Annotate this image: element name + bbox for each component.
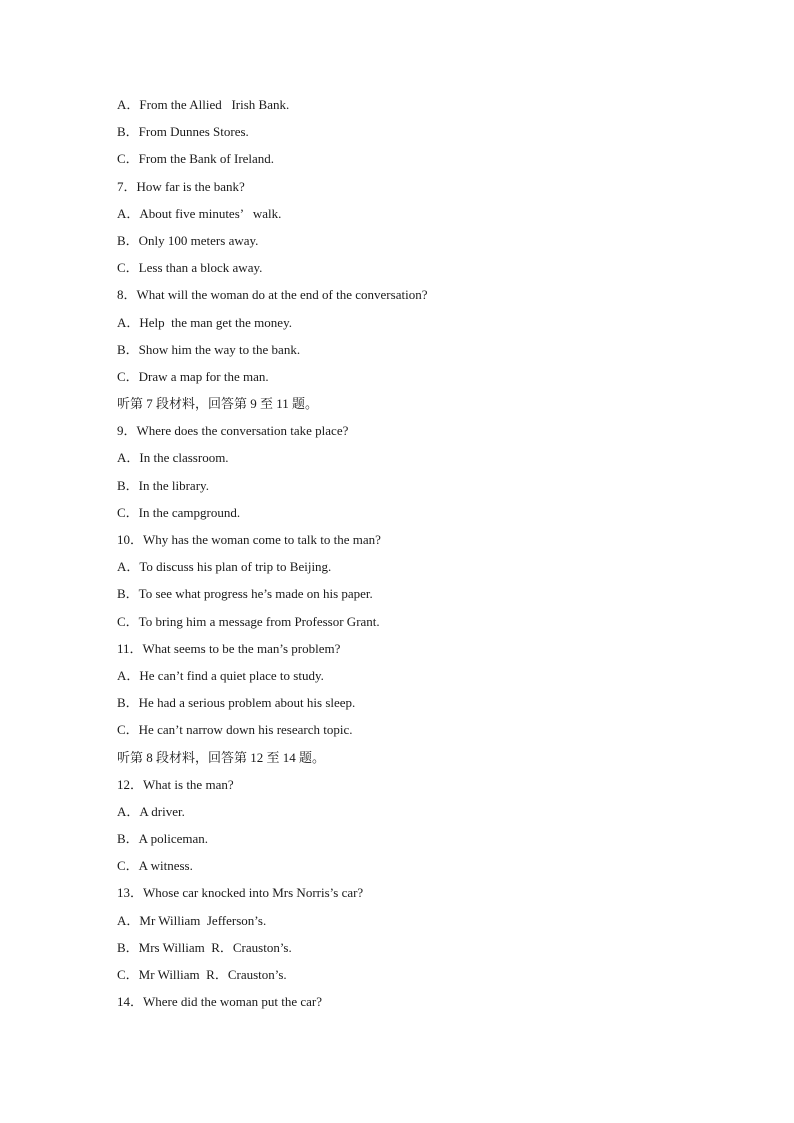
answer-option-10c: C．To bring him a message from Professor Grant.	[117, 613, 380, 629]
answer-option-8b: B．Show him the way to the bank.	[117, 341, 301, 357]
answer-option-12a: A．A driver.	[117, 803, 185, 819]
question-12: 12．What is the man?	[117, 776, 234, 792]
question-8: 8．What will the woman do at the end of the conversation?	[117, 287, 428, 303]
question-list	[117, 91, 757, 1015]
answer-option-13b: B．Mrs William R．Crauston’s.	[117, 939, 292, 955]
answer-option-9c: C．In the campground.	[117, 504, 241, 520]
section-heading-7: 听第 7 段材料，回答第 9 至 11 题。	[117, 396, 319, 412]
answer-option-7b: B．Only 100 meters away.	[117, 232, 259, 248]
answer-option-9a: A．In the classroom.	[117, 450, 229, 466]
answer-option-10a: A．To discuss his plan of trip to Beijing.	[117, 559, 332, 575]
answer-option-12b: B．A policeman.	[117, 831, 208, 847]
question-11: 11．What seems to be the man’s problem?	[117, 640, 341, 656]
answer-option-8c: C．Draw a map for the man.	[117, 368, 269, 384]
answer-option-6b: B．From Dunnes Stores.	[117, 124, 249, 140]
answer-option-7c: C．Less than a block away.	[117, 260, 263, 276]
answer-option-11b: B．He had a serious problem about his sleep.	[117, 695, 356, 711]
answer-option-6c: C．From the Bank of Ireland.	[117, 151, 275, 167]
question-10: 10．Why has the woman come to talk to the man?	[117, 532, 381, 547]
question-7: 7．How far is the bank?	[117, 178, 245, 194]
question-13: 13．Whose car knocked into Mrs Norris’s car?	[117, 885, 364, 901]
answer-option-8a: A．Help the man get the money.	[117, 314, 292, 330]
answer-option-13c: C．Mr William R．Crauston’s.	[117, 967, 287, 982]
answer-option-11c: C．He can’t narrow down his research topic.	[117, 722, 353, 738]
answer-option-7a: A．About five minutes’ walk.	[117, 205, 282, 221]
question-9: 9．Where does the conversation take place?	[117, 423, 349, 439]
answer-option-11a: A．He can’t find a quiet place to study.	[117, 667, 324, 683]
answer-option-9b: B．In the library.	[117, 477, 209, 493]
section-heading-8: 听第 8 段材料，回答第 12 至 14 题。	[117, 749, 326, 765]
answer-option-10b: B．To see what progress he’s made on his paper.	[117, 586, 373, 602]
question-14: 14．Where did the woman put the car?	[117, 994, 323, 1010]
answer-option-12c: C．A witness.	[117, 858, 193, 874]
answer-option-13a: A．Mr William Jefferson’s.	[117, 912, 267, 928]
answer-option-6a: A．From the Allied Irish Bank.	[117, 97, 290, 112]
